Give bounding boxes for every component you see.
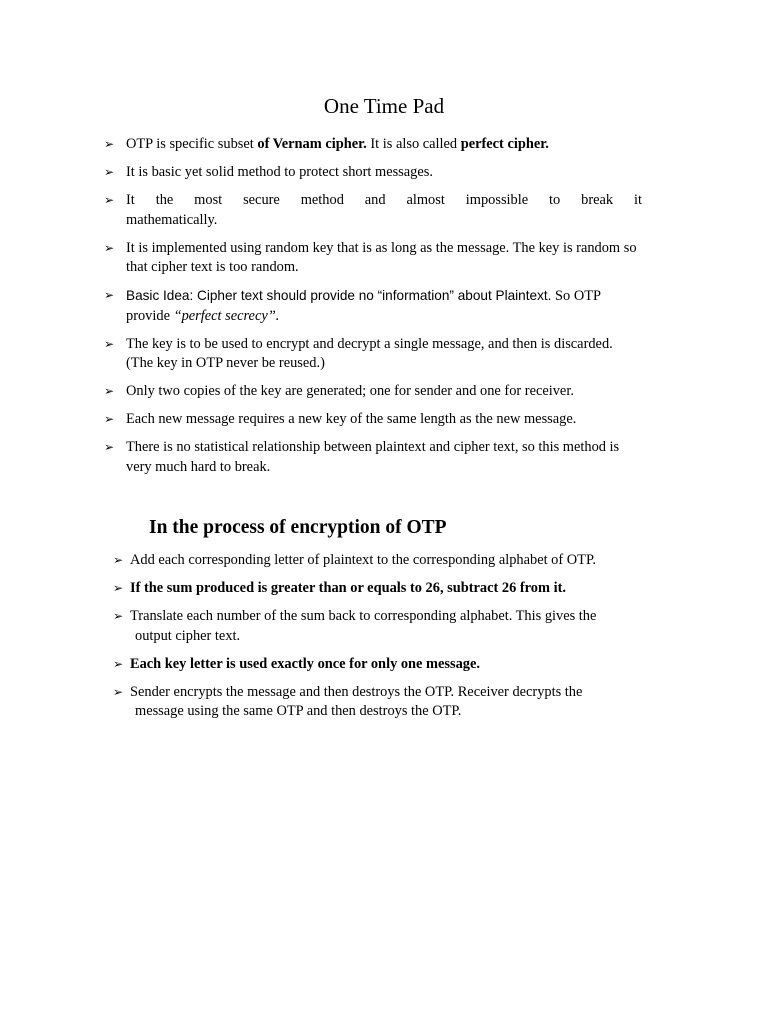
list-item [104, 239, 642, 278]
otp-points-list [104, 135, 642, 486]
list-item-text: Basic Idea: Cipher text should provide no “information” about Plaintext. So OTP provide “perfect secrecy”. [126, 288, 601, 324]
encryption-steps-list [113, 551, 653, 730]
arrow-bullet-icon: ➢ [104, 384, 115, 398]
list-item-text: Sender encrypts the message and then destroys the OTP. Receiver decrypts the [130, 683, 583, 700]
list-item-text: If the sum produced is greater than or equals to 26, subtract 26 from it. [130, 580, 566, 596]
list-item-text: It the most secure method and almost impossible to break it [126, 192, 642, 208]
list-item-text: Each new message requires a new key of the same length as the new message. [126, 411, 577, 427]
arrow-bullet-icon: ➢ [104, 336, 115, 351]
list-item [104, 286, 642, 326]
list-item [113, 579, 653, 599]
arrow-bullet-icon: ➢ [104, 137, 115, 151]
list-item-text: It is basic yet solid method to protect short messages. [126, 164, 433, 180]
list-item-text: Add each corresponding letter of plaintext to the corresponding alphabet of OTP. [130, 552, 596, 568]
arrow-bullet-icon: ➢ [104, 193, 115, 207]
list-item-text: There is no statistical relationship between plaintext and cipher text, so this method is very much hard to break. [126, 439, 620, 475]
list-item [104, 163, 642, 183]
arrow-bullet-icon: ➢ [104, 440, 115, 454]
list-item [104, 191, 642, 230]
arrow-bullet-icon: ➢ [104, 412, 115, 426]
section-heading-encryption: In the process of encryption of OTP [149, 517, 447, 538]
arrow-bullet-icon: ➢ [113, 684, 124, 699]
list-item-text: Only two copies of the key are generated; one for sender and one for receiver. [126, 383, 574, 399]
list-item-text: It is implemented using random key that is as long as the message. The key is random so that cipher text is too random. [126, 239, 637, 275]
list-item-text: OTP is specific subset of Vernam cipher. It is also called perfect cipher. [126, 136, 549, 152]
arrow-bullet-icon: ➢ [104, 165, 115, 179]
list-item-text: The key is to be used to encrypt and decrypt a single message, and then is discarded. (The key in OTP never be reused.) [126, 335, 613, 371]
list-item [104, 135, 642, 155]
list-item [104, 382, 642, 402]
arrow-bullet-icon: ➢ [104, 288, 115, 302]
list-item-text: Each key letter is used exactly once for only one message. [130, 655, 480, 672]
list-item [113, 551, 653, 571]
list-item-text: Translate each number of the sum back to corresponding alphabet. This gives the [130, 608, 597, 624]
list-item [104, 438, 642, 477]
list-item-text-continued: output cipher text. [135, 627, 241, 644]
arrow-bullet-icon: ➢ [113, 553, 124, 567]
page-title: One Time Pad [323, 94, 445, 118]
arrow-bullet-icon: ➢ [113, 609, 124, 623]
list-item [113, 683, 653, 722]
list-item-text-continued: message using the same OTP and then destroys the OTP. [135, 703, 462, 719]
list-item [104, 410, 642, 430]
list-item [113, 655, 653, 675]
arrow-bullet-icon: ➢ [113, 581, 124, 595]
list-item [104, 335, 642, 374]
arrow-bullet-icon: ➢ [104, 240, 115, 255]
list-item [113, 607, 653, 646]
list-item-text-continued: mathematically. [126, 211, 218, 228]
arrow-bullet-icon: ➢ [113, 656, 124, 671]
